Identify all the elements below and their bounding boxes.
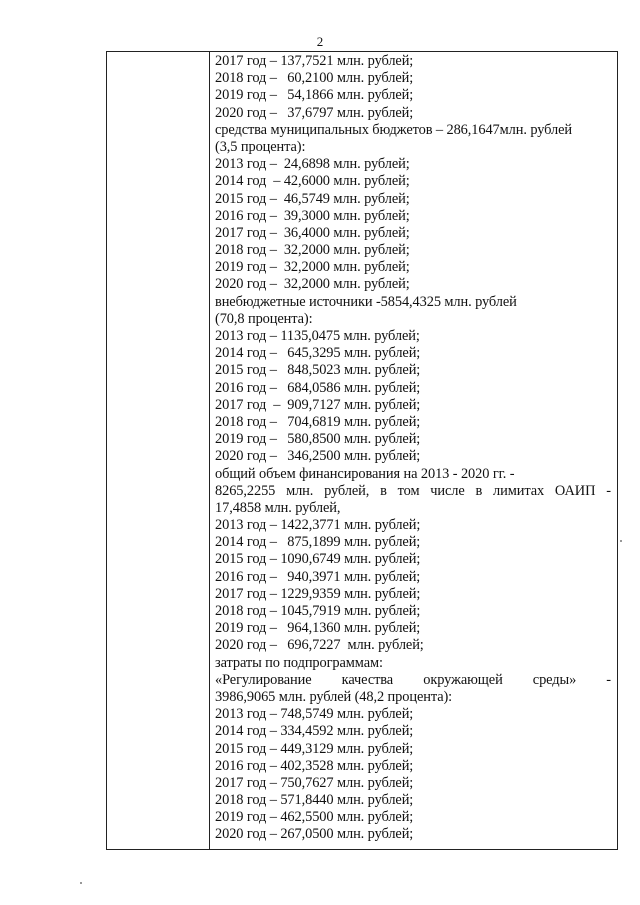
text-line: 17,4858 млн. рублей, xyxy=(215,499,341,516)
text-line: 2017 год – 36,4000 млн. рублей; xyxy=(215,224,410,241)
text-line: общий объем финансирования на 2013 - 2020 гг. - xyxy=(215,465,515,482)
text-line: 2014 год – 42,6000 млн. рублей; xyxy=(215,173,410,190)
text-line: 2018 год – 704,6819 млн. рублей; xyxy=(215,413,421,430)
text-line: 2017 год – 750,7627 млн. рублей; xyxy=(215,774,414,791)
text-line: 2014 год – 334,4592 млн. рублей; xyxy=(215,723,414,740)
text-line: 2018 год – 60,2100 млн. рублей; xyxy=(215,70,414,87)
text-line: затраты по подпрограммам: xyxy=(215,654,383,671)
scan-speck xyxy=(80,882,82,884)
word: в xyxy=(380,482,387,499)
text-line: 2019 год – 580,8500 млн. рублей; xyxy=(215,431,421,448)
text-line: 2013 год – 748,5749 млн. рублей; xyxy=(215,706,414,723)
text-line: (70,8 процента): xyxy=(215,310,313,327)
text-line: средства муниципальных бюджетов – 286,1647млн. рублей xyxy=(215,121,572,138)
text-line: 2019 год – 462,5500 млн. рублей; xyxy=(215,809,414,826)
text-line: 2015 год – 449,3129 млн. рублей; xyxy=(215,740,414,757)
scan-speck xyxy=(620,540,622,542)
text-line: 2013 год – 24,6898 млн. рублей; xyxy=(215,156,410,173)
text-line: 2015 год – 848,5023 млн. рублей; xyxy=(215,362,421,379)
text-line: 2020 год – 696,7227 млн. рублей; xyxy=(215,637,424,654)
text-line: 2017 год – 1229,9359 млн. рублей; xyxy=(215,585,421,602)
text-line: 2017 год – 137,7521 млн. рублей; xyxy=(215,53,414,69)
program-table xyxy=(106,51,618,850)
text-line: 2013 год – 1135,0475 млн. рублей; xyxy=(215,328,420,344)
word: 8265,2255 xyxy=(215,482,276,499)
text-line: 2020 год – 346,2500 млн. рублей; xyxy=(215,448,421,465)
column-divider xyxy=(209,52,210,849)
text-line: 2014 год – 875,1899 млн. рублей; xyxy=(215,534,421,551)
text-line: 2018 год – 32,2000 млн. рублей; xyxy=(215,242,410,259)
text-line: 2013 год – 1422,3771 млн. рублей; xyxy=(215,517,421,534)
text-line: 3986,9065 млн. рублей (48,2 процента): xyxy=(215,688,453,705)
text-line: 2019 год – 32,2000 млн. рублей; xyxy=(215,259,410,276)
word: качества xyxy=(341,671,394,688)
text-line: 2017 год – 909,7127 млн. рублей; xyxy=(215,396,421,413)
text-line: 2020 год – 37,6797 млн. рублей; xyxy=(215,104,414,121)
text-line: 2014 год – 645,3295 млн. рублей; xyxy=(215,345,421,362)
text-line: 2016 год – 940,3971 млн. рублей; xyxy=(215,568,421,585)
word: в xyxy=(475,482,483,499)
text-line: 2020 год – 32,2000 млн. рублей; xyxy=(215,276,410,293)
page-number: 2 xyxy=(316,34,324,49)
text-line: 2016 год – 684,0586 млн. рублей; xyxy=(215,379,421,396)
word: окружающей xyxy=(423,671,503,688)
text-line: внебюджетные источники -5854,4325 млн. рублей xyxy=(215,293,517,310)
text-line: 2019 год – 964,1360 млн. рублей; xyxy=(215,620,421,637)
text-line: 2018 год – 1045,7919 млн. рублей; xyxy=(215,603,421,619)
word: рублей, xyxy=(324,482,370,499)
text-line: 2019 год – 54,1866 млн. рублей; xyxy=(215,87,414,104)
word: числе xyxy=(430,482,465,499)
word: - xyxy=(606,482,611,499)
text-line: 2016 год – 39,3000 млн. рублей; xyxy=(215,207,410,224)
text-line: (3,5 процента): xyxy=(215,138,306,155)
word: млн. xyxy=(286,482,314,499)
justified-text-line xyxy=(215,483,611,500)
text-line: 2020 год – 267,0500 млн. рублей; xyxy=(215,826,414,843)
text-line: 2015 год – 46,5749 млн. рублей; xyxy=(215,190,410,207)
text-line: 2015 год – 1090,6749 млн. рублей; xyxy=(215,551,421,568)
word: лимитах xyxy=(493,482,545,499)
word: среды» xyxy=(532,671,577,688)
financing-text-cell xyxy=(215,53,611,844)
text-line: 2018 год – 571,8440 млн. рублей; xyxy=(215,792,414,809)
word: «Регулирование xyxy=(215,671,312,688)
word: - xyxy=(606,671,611,688)
justified-text-line xyxy=(215,672,611,689)
text-line: 2016 год – 402,3528 млн. рублей; xyxy=(215,757,414,774)
word: том xyxy=(397,482,420,499)
word: ОАИП xyxy=(554,482,596,499)
